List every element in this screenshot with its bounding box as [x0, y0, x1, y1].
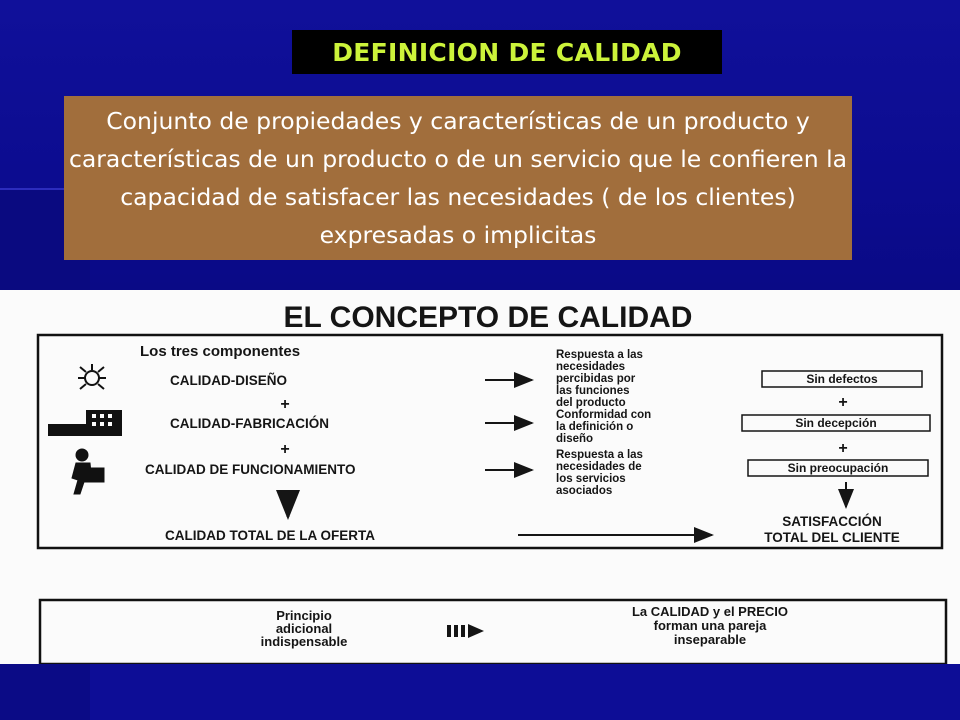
principle-right-line: forman una pareja: [653, 618, 767, 633]
response-line: Conformidad con: [556, 409, 652, 421]
slide-title-box: [292, 30, 722, 74]
response-line: la definición o: [556, 421, 634, 433]
components-subheading: Los tres componentes: [140, 343, 301, 360]
response-line: asociados: [556, 485, 613, 497]
lightbulb-icon: [78, 364, 106, 389]
principle-right-line: inseparable: [673, 632, 747, 647]
principle-left-line: adicional: [275, 621, 333, 636]
component-label: CALIDAD DE FUNCIONAMIENTO: [145, 462, 356, 477]
definition-text: Conjunto de propiedades y características de un producto y características de un producto o de un servicio que le confieren la capacidad de satisfacer las necesidades ( de los clientes) expresadas o implicitas: [68, 107, 848, 249]
plus-sign: +: [280, 396, 290, 413]
response-line: necesidades: [556, 361, 626, 373]
background-bottom-stripe: [90, 664, 960, 720]
response-1: [556, 349, 643, 409]
component-label: CALIDAD-FABRICACIÓN: [170, 416, 329, 431]
result-label: Sin preocupación: [787, 461, 889, 475]
response-2: [556, 409, 651, 445]
principle-left-line: Principio: [276, 608, 332, 623]
response-3: [556, 449, 643, 497]
principle-right-line: La CALIDAD y el PRECIO: [631, 604, 789, 619]
diagram-heading: EL CONCEPTO DE CALIDAD: [283, 301, 693, 334]
response-line: percibidas por: [556, 373, 636, 385]
response-line: del producto: [556, 397, 626, 409]
satisfaction-line: SATISFACCIÓN: [782, 514, 882, 529]
response-line: necesidades de: [556, 461, 642, 473]
slide-title: DEFINICION DE CALIDAD: [332, 37, 682, 67]
result-label: Sin defectos: [806, 372, 878, 386]
satisfaction-line: TOTAL DEL CLIENTE: [764, 530, 900, 545]
scanned-diagram: [0, 290, 960, 664]
definition-box: [64, 96, 852, 260]
component-label: CALIDAD-DISEÑO: [170, 373, 287, 388]
factory-icon: [48, 410, 122, 436]
principle-frame: [40, 600, 946, 664]
result-label: Sin decepción: [795, 416, 877, 430]
plus-sign: +: [838, 394, 848, 411]
response-line: las funciones: [556, 385, 630, 397]
plus-sign: +: [280, 441, 290, 458]
plus-sign: +: [838, 440, 848, 457]
response-line: los servicios: [556, 473, 626, 485]
response-line: diseño: [556, 433, 594, 445]
total-offer-label: CALIDAD TOTAL DE LA OFERTA: [165, 528, 375, 543]
concept-diagram: [0, 290, 960, 664]
hatched-arrow-icon: [447, 624, 484, 638]
principle-left-line: indispensable: [260, 634, 348, 649]
person-icon: [72, 449, 104, 494]
response-line: Respuesta a las: [556, 349, 643, 361]
response-line: Respuesta a las: [556, 449, 643, 461]
